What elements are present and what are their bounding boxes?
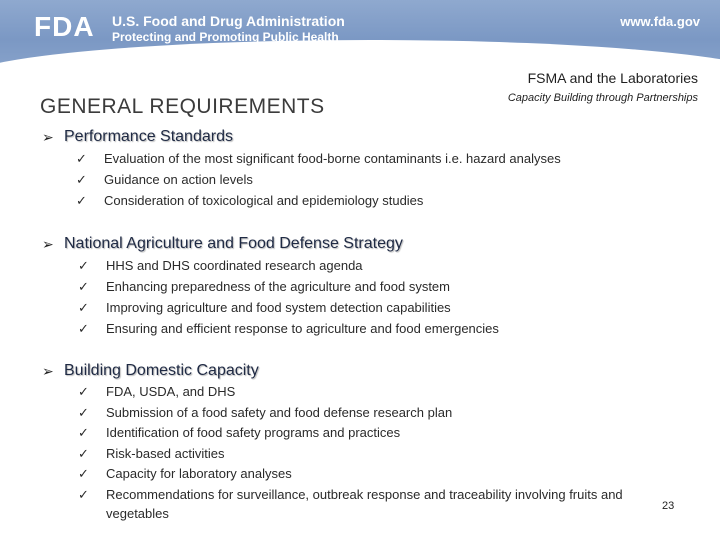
list-item-text: Improving agriculture and food system detection capabilities <box>106 300 451 315</box>
list-item-text: Evaluation of the most significant food-borne contaminants i.e. hazard analyses <box>104 151 561 166</box>
list-item <box>78 297 499 318</box>
item-list <box>76 148 561 211</box>
slide-title: GENERAL REQUIREMENTS <box>40 95 325 118</box>
checkmark-icon: ✓ <box>78 321 89 336</box>
list-item-text: HHS and DHS coordinated research agenda <box>106 258 363 273</box>
list-item <box>76 169 561 190</box>
section-domestic-capacity <box>42 362 678 523</box>
list-item <box>78 318 499 339</box>
list-item <box>78 276 499 297</box>
checkmark-icon: ✓ <box>78 258 89 273</box>
checkmark-icon: ✓ <box>78 300 89 315</box>
list-item <box>78 423 678 444</box>
list-item <box>78 464 678 485</box>
section-food-defense-strategy <box>42 235 499 339</box>
section-heading <box>42 362 678 380</box>
website-url: www.fda.gov <box>620 14 700 29</box>
list-item-text: Identification of food safety programs and practices <box>106 425 401 440</box>
section-heading-text: Building Domestic Capacity <box>64 362 259 379</box>
section-heading <box>42 235 499 253</box>
list-item-text: Guidance on action levels <box>104 172 253 187</box>
agency-name: U.S. Food and Drug Administration <box>112 13 345 29</box>
list-item-text: FDA, USDA, and DHS <box>106 384 236 399</box>
fda-logo: FDA <box>34 11 95 42</box>
list-item-text: Recommendations for surveillance, outbreak response and traceability involving fruits and vegetables <box>106 486 623 521</box>
checkmark-icon: ✓ <box>76 172 87 187</box>
list-item-text: Ensuring and efficient response to agriculture and food emergencies <box>106 321 499 336</box>
checkmark-icon: ✓ <box>78 384 89 399</box>
section-heading-text: Performance Standards <box>64 128 233 145</box>
section-heading <box>42 128 561 146</box>
presentation-subtitle: Capacity Building through Partnerships <box>507 92 698 104</box>
checkmark-icon: ✓ <box>78 425 89 440</box>
checkmark-icon: ✓ <box>78 279 89 294</box>
checkmark-icon: ✓ <box>78 486 89 502</box>
list-item <box>76 148 561 169</box>
list-item <box>78 403 678 424</box>
list-item-text: Enhancing preparedness of the agriculture and food system <box>106 279 450 294</box>
checkmark-icon: ✓ <box>78 445 89 461</box>
list-item <box>78 255 499 276</box>
banner-curve <box>0 40 720 66</box>
agency-tagline: Protecting and Promoting Public Health <box>112 30 339 44</box>
arrow-bullet-icon: ➢ <box>42 362 54 379</box>
item-list <box>78 255 499 339</box>
list-item-text: Submission of a food safety and food defense research plan <box>106 404 453 420</box>
presentation-title: FSMA and the Laboratories <box>527 70 698 86</box>
list-item-text: Risk-based activities <box>106 445 225 461</box>
page-number: 23 <box>662 500 675 512</box>
list-item <box>78 444 678 465</box>
checkmark-icon: ✓ <box>78 466 89 481</box>
checkmark-icon: ✓ <box>76 151 87 166</box>
list-item <box>76 190 561 211</box>
list-item-text: Capacity for laboratory analyses <box>106 466 292 481</box>
arrow-bullet-icon: ➢ <box>42 128 54 145</box>
arrow-bullet-icon: ➢ <box>42 235 54 252</box>
list-item-text: Consideration of toxicological and epidemiology studies <box>104 193 424 208</box>
checkmark-icon: ✓ <box>78 404 89 420</box>
item-list <box>78 382 678 523</box>
section-performance-standards <box>42 128 561 211</box>
checkmark-icon: ✓ <box>76 193 87 208</box>
section-heading-text: National Agriculture and Food Defense Strategy <box>64 235 403 252</box>
list-item <box>78 382 678 403</box>
header-banner <box>0 0 720 66</box>
list-item <box>78 485 678 523</box>
